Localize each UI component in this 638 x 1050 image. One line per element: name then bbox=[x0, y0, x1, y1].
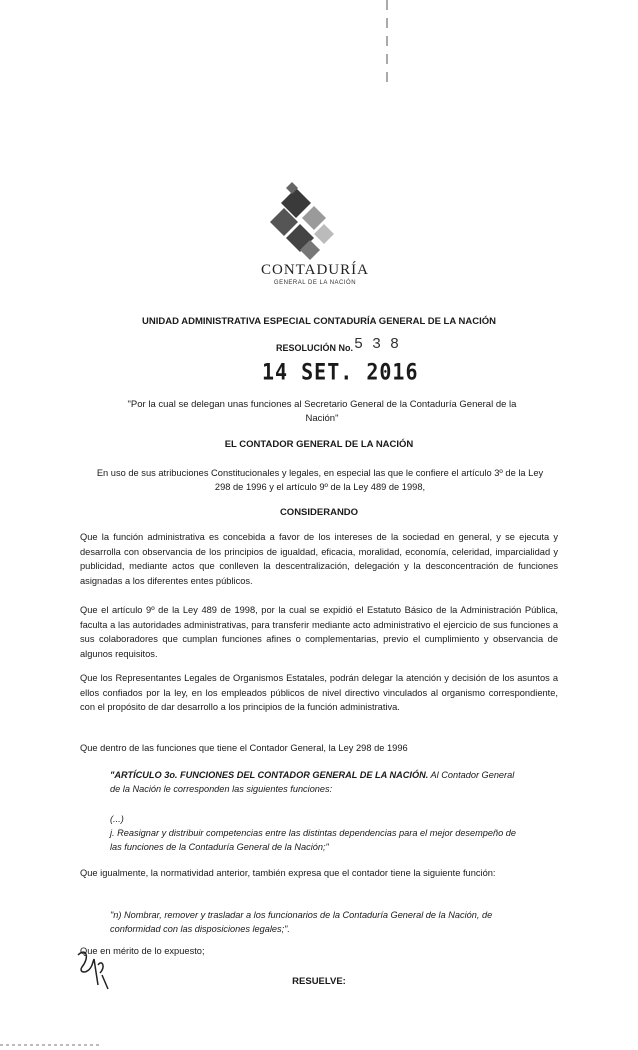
considering-heading: CONSIDERANDO bbox=[279, 507, 359, 518]
paragraph-functions-intro: Que dentro de las funciones que tiene el Contador General, la Ley 298 de 1996 bbox=[80, 743, 408, 753]
logo-name: CONTADURÍA bbox=[261, 262, 369, 278]
resolution-title: "Por la cual se delegan unas funciones al Secretario General de la Contaduría General de la Nación" bbox=[127, 399, 517, 424]
handwritten-initials-signature bbox=[72, 945, 112, 995]
margin-scan-mark bbox=[385, 0, 389, 90]
quote-function-j: (...) j. Reasignar y distribuir competencias entre las distintas dependencias para el mejor desempeño de las funciones de la Contaduría General de la Nación;" bbox=[110, 814, 517, 852]
resolution-date-stamp: 14 SET. 2016 bbox=[262, 358, 419, 386]
quote-article-3 bbox=[110, 768, 520, 796]
quote-article-3-text: Al Contador General de la Nación le corresponden las siguientes funciones: bbox=[110, 770, 515, 794]
entity-heading: UNIDAD ADMINISTRATIVA ESPECIAL CONTADURÍA GENERAL DE LA NACIÓN bbox=[142, 316, 496, 327]
quote-article-3-heading: "ARTÍCULO 3o. FUNCIONES DEL CONTADOR GENERAL DE LA NACIÓN. bbox=[110, 770, 429, 780]
paragraph-merit: Que en mérito de lo expuesto; bbox=[80, 946, 205, 956]
logo-subtitle: GENERAL DE LA NACIÓN bbox=[273, 280, 357, 286]
resolve-heading: RESUELVE: bbox=[292, 976, 346, 987]
resolution-label: RESOLUCIÓN No. bbox=[276, 343, 354, 353]
paragraph-function-administrative: Que la función administrativa es concebida a favor de los intereses de la sociedad en general, y se ejecuta y desarrolla con observancia de los principios de igualdad, eficacia, moralidad, economía, celeridad, imparcialidad y publicidad, mediante actos que conlleven la descentralización, delegación y la desconcentración de funciones asignadas a los diferentes entes públicos. bbox=[80, 532, 558, 586]
bottom-scan-mark bbox=[0, 1043, 100, 1047]
paragraph-additional-function: Que igualmente, la normatividad anterior, también expresa que el contador tiene la siguiente función: bbox=[80, 868, 496, 878]
preamble: En uso de sus atribuciones Constitucionales y legales, en especial las que le confiere el artículo 3º de la Ley 298 de 1996 y el artículo 9º de la Ley 489 de 1998, bbox=[96, 468, 544, 492]
quote-function-n: "n) Nombrar, remover y trasladar a los funcionarios de la Contaduría General de la Nación, de conformidad con las disposiciones legales;". bbox=[110, 910, 493, 934]
paragraph-article-9: Que el artículo 9º de la Ley 489 de 1998, por la cual se expidió el Estatuto Básico de la Administración Pública, faculta a las autoridades administrativas, para transferir mediante acto administrativo el ejercicio de sus funciones a sus colaboradores que cumplan funciones afines o complementarias, previo el cumplimiento y observancia de algunos requisitos. bbox=[80, 605, 558, 659]
paragraph-legal-representatives: Que los Representantes Legales de Organismos Estatales, podrán delegar la atención y decisión de los asuntos a ellos confiados por la ley, en los empleados públicos de nivel directivo vinculados al organismo correspondiente, con el propósito de dar desarrollo a los principios de la función administrativa. bbox=[80, 673, 558, 712]
resolution-number: 5 3 8 bbox=[354, 336, 400, 353]
authority-heading: EL CONTADOR GENERAL DE LA NACIÓN bbox=[224, 439, 414, 450]
